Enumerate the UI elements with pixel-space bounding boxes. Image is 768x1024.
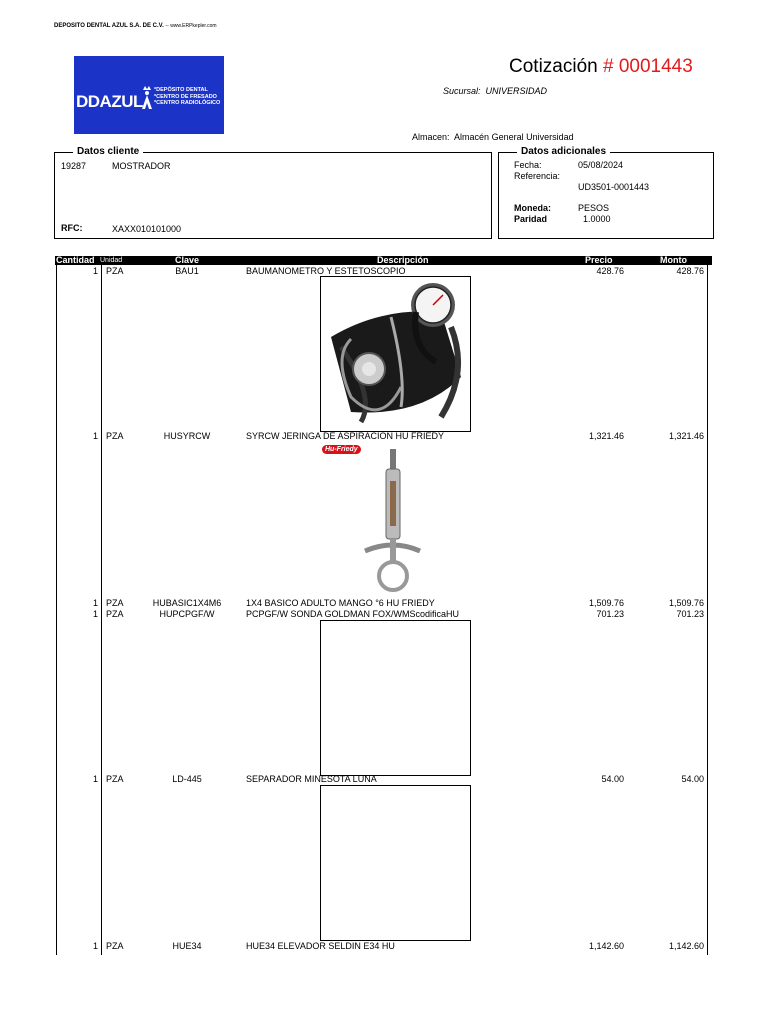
product-image-husyrcw xyxy=(320,441,469,595)
blood-pressure-kit-image xyxy=(321,277,470,431)
row4-price: 701.23 xyxy=(596,609,624,619)
row2-desc: SYRCW JERINGA DE ASPIRACION HU FRIEDY xyxy=(246,431,445,441)
col-divider-unit xyxy=(101,265,102,955)
almacen-line xyxy=(412,132,574,142)
row4-code: HUPCPGF/W xyxy=(159,609,215,619)
row1-unit: PZA xyxy=(106,266,124,276)
row2-unit: PZA xyxy=(106,431,124,441)
row1-code: BAU1 xyxy=(175,266,199,276)
row4-qty: 1 xyxy=(92,609,98,619)
fecha-label: Fecha: xyxy=(514,160,542,170)
crown-figure-icon xyxy=(140,84,154,110)
col-monto: Monto xyxy=(660,255,687,265)
company-logo xyxy=(74,56,224,134)
row2-price: 1,321.46 xyxy=(588,431,624,441)
row4-unit: PZA xyxy=(106,609,124,619)
product-image-hupcpgf xyxy=(320,620,471,776)
rfc-label: RFC: xyxy=(61,223,83,233)
company-name: DEPOSITO DENTAL AZUL S.A. DE C.V. xyxy=(54,23,164,29)
sucursal-label: Sucursal: xyxy=(443,86,481,96)
logo-service-1: *DEPÓSITO DENTAL xyxy=(154,87,208,93)
col-descripcion: Descripción xyxy=(377,255,429,265)
fecha-value: 05/08/2024 xyxy=(578,160,624,170)
logo-brand: DDAZUL xyxy=(76,92,143,111)
extra-box-title: Datos adicionales xyxy=(517,146,610,157)
paridad-label: Paridad xyxy=(514,214,548,224)
logo-service-3: *CENTRO RADIOLÓGICO xyxy=(154,100,221,106)
quote-label: Cotización xyxy=(509,56,598,77)
client-box-title: Datos cliente xyxy=(73,146,143,157)
rfc-value: XAXX010101000 xyxy=(112,224,182,234)
row6-amount: 1,142.60 xyxy=(668,941,704,951)
row3-price: 1,509.76 xyxy=(588,598,624,608)
client-name: MOSTRADOR xyxy=(112,161,171,171)
row4-amount: 701.23 xyxy=(676,609,704,619)
quote-title xyxy=(509,56,693,78)
row6-qty: 1 xyxy=(92,941,98,951)
col-divider-left xyxy=(56,265,57,955)
hufriedy-badge: Hu-Friedy xyxy=(322,445,361,454)
row6-desc: HUE34 ELEVADOR SELDIN E34 HU xyxy=(246,941,395,951)
row5-code: LD-445 xyxy=(172,774,202,784)
referencia-value: UD3501-0001443 xyxy=(578,182,650,192)
row3-desc: 1X4 BASICO ADULTO MANGO °6 HU FRIEDY xyxy=(246,598,435,608)
syringe-image xyxy=(320,441,469,595)
row1-qty: 1 xyxy=(92,266,98,276)
col-divider-right xyxy=(707,265,708,955)
quote-number: # 0001443 xyxy=(603,56,693,77)
row1-desc: BAUMANOMETRO Y ESTETOSCOPIO xyxy=(246,266,406,276)
sucursal-value: UNIVERSIDAD xyxy=(485,86,548,96)
row5-desc: SEPARADOR MINESOTA LUNA xyxy=(246,774,377,784)
col-clave: Clave xyxy=(175,255,200,265)
row5-qty: 1 xyxy=(92,774,98,784)
sucursal-line xyxy=(443,86,547,96)
row1-amount: 428.76 xyxy=(676,266,704,276)
row1-price: 428.76 xyxy=(596,266,624,276)
moneda-value: PESOS xyxy=(578,203,610,213)
row3-qty: 1 xyxy=(92,598,98,608)
row3-unit: PZA xyxy=(106,598,124,608)
col-unidad: Unidad xyxy=(100,257,123,264)
items-table-header xyxy=(55,256,712,265)
referencia-label: Referencia: xyxy=(514,171,561,181)
company-url: -- www.ERPkepler.com xyxy=(165,23,217,29)
client-box xyxy=(54,146,492,239)
row4-desc: PCPGF/W SONDA GOLDMAN FOX/WMScodificaHU xyxy=(246,609,460,619)
product-image-bau1 xyxy=(320,276,471,432)
col-cantidad: Cantidad xyxy=(56,255,95,265)
row5-unit: PZA xyxy=(106,774,124,784)
row2-amount: 1,321.46 xyxy=(668,431,704,441)
row3-amount: 1,509.76 xyxy=(668,598,704,608)
logo-service-2: *CENTRO DE FRESADO xyxy=(154,93,217,100)
moneda-label: Moneda: xyxy=(514,203,551,213)
row6-unit: PZA xyxy=(106,941,124,951)
row6-code: HUE34 xyxy=(172,941,202,951)
almacen-label: Almacen: xyxy=(412,132,450,142)
row5-price: 54.00 xyxy=(601,774,624,784)
paridad-value: 1.0000 xyxy=(583,214,611,224)
product-image-ld445 xyxy=(320,785,471,941)
row5-amount: 54.00 xyxy=(681,774,704,784)
row2-qty: 1 xyxy=(92,431,98,441)
row3-code: HUBASIC1X4M6 xyxy=(152,598,222,608)
client-id: 19287 xyxy=(61,161,87,171)
extra-box xyxy=(498,146,714,239)
row2-code: HUSYRCW xyxy=(163,431,211,441)
company-line xyxy=(54,23,217,29)
row6-price: 1,142.60 xyxy=(588,941,624,951)
almacen-value: Almacén General Universidad xyxy=(454,132,574,142)
logo-services xyxy=(154,87,220,107)
col-precio: Precio xyxy=(585,255,613,265)
